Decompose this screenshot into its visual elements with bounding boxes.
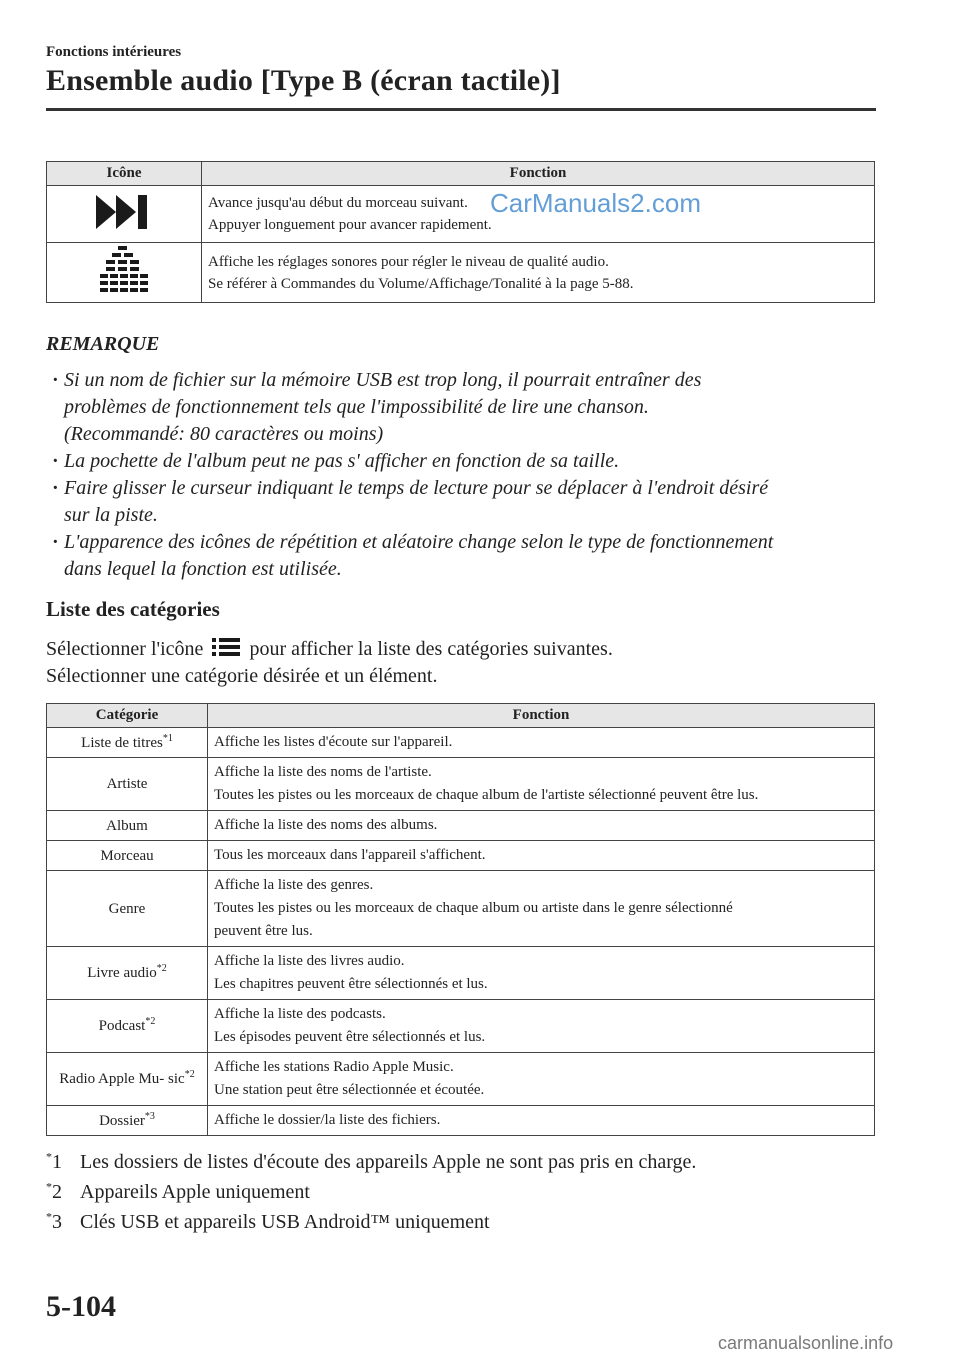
instruction-text: Sélectionner l'icône — [46, 638, 204, 660]
table-row — [47, 758, 875, 811]
category-label: Genre — [108, 900, 146, 917]
description-line: Affiche les réglages sonores pour régler le niveau de qualité audio. — [208, 253, 609, 270]
footnote-number: 3 — [52, 1211, 62, 1233]
category-name — [47, 947, 208, 1000]
list-icon — [211, 637, 241, 663]
category-name — [47, 1106, 208, 1136]
footnote-ref: *2 — [156, 963, 167, 974]
instruction-text: pour afficher la liste des catégories suivantes. — [249, 638, 613, 660]
category-description — [208, 1000, 875, 1053]
title-divider — [46, 108, 876, 111]
footnote-ref: *2 — [184, 1069, 195, 1080]
footnote — [46, 1207, 696, 1237]
description-line: Affiche la liste des noms de l'artiste. — [214, 764, 432, 780]
footnote-mark — [46, 1207, 62, 1237]
description-line: Affiche la liste des podcasts. — [214, 1006, 386, 1022]
category-label: Morceau — [100, 847, 154, 864]
category-table — [46, 703, 875, 1136]
description-line: peuvent être lus. — [214, 923, 313, 939]
column-header-category: Catégorie — [47, 704, 208, 728]
description-line: Affiche la liste des livres audio. — [214, 953, 405, 969]
description-line: Affiche la liste des genres. — [214, 877, 374, 893]
category-name — [47, 1053, 208, 1106]
note-line: (Recommandé: 80 caractères ou moins) — [64, 423, 384, 445]
footnote-number: 1 — [52, 1151, 62, 1173]
category-label: Album — [106, 817, 148, 834]
note-list — [46, 367, 876, 583]
category-description — [208, 947, 875, 1000]
category-name — [47, 811, 208, 841]
footnote-ref: *3 — [144, 1110, 155, 1122]
category-description — [208, 728, 875, 758]
note-line: problèmes de fonctionnement tels que l'impossibilité de lire une chanson. — [64, 396, 649, 418]
footnote-text: Les dossiers de listes d'écoute des appareils Apple ne sont pas pris en charge. — [80, 1151, 697, 1173]
description-line: Les épisodes peuvent être sélectionnés et lus. — [214, 1029, 486, 1045]
table-row — [47, 1053, 875, 1106]
table-row — [47, 1106, 875, 1136]
category-description — [208, 811, 875, 841]
table-row — [47, 811, 875, 841]
category-label: Livre audio — [87, 965, 157, 981]
description-line: Se référer à Commandes du Volume/Affichage/Tonalité à la page 5-88. — [208, 275, 634, 292]
category-name — [47, 728, 208, 758]
description-line: Toutes les pistes ou les morceaux de chaque album de l'artiste sélectionné peuvent être lus. — [214, 787, 759, 803]
note-item — [46, 367, 876, 448]
description-line: Avance jusqu'au début du morceau suivant. — [208, 195, 468, 211]
category-name — [47, 1000, 208, 1053]
note-item — [46, 448, 876, 475]
category-label: Artiste — [106, 776, 148, 792]
description-line: Affiche la liste des noms des albums. — [214, 817, 438, 833]
footnote — [46, 1177, 696, 1207]
footnote-asterisk: * — [46, 1179, 52, 1194]
description-line: Une station peut être sélectionnée et écoutée. — [214, 1082, 485, 1098]
category-name — [47, 871, 208, 947]
table-row — [47, 841, 875, 871]
category-description — [208, 1106, 875, 1136]
note-heading: REMARQUE — [46, 333, 160, 355]
category-name — [47, 841, 208, 871]
footnotes — [46, 1147, 696, 1237]
category-name — [47, 758, 208, 811]
instruction-line — [46, 637, 613, 663]
column-header-icon: Icône — [47, 162, 202, 186]
footnote-mark — [46, 1177, 62, 1207]
description-line: Les chapitres peuvent être sélectionnés et lus. — [214, 976, 488, 992]
note-line: · Si un nom de fichier sur la mémoire USB est trop long, il pourrait entraîner des — [64, 369, 702, 391]
section-label: Fonctions intérieures — [46, 44, 182, 60]
description-line: Affiche les listes d'écoute sur l'appareil. — [214, 734, 453, 750]
footnote — [46, 1147, 696, 1177]
description-line: Affiche le dossier/la liste des fichiers. — [214, 1112, 441, 1128]
footnote-asterisk: * — [46, 1149, 52, 1164]
description-line: Toutes les pistes ou les morceaux de chaque album ou artiste dans le genre sélectionné — [214, 900, 733, 916]
note-line: dans lequel la fonction est utilisée. — [64, 558, 342, 580]
footnote-number: 2 — [52, 1181, 62, 1203]
table-row — [47, 871, 875, 947]
table-row — [47, 728, 875, 758]
note-line: sur la piste. — [64, 504, 158, 526]
footnote-ref: *2 — [145, 1016, 156, 1027]
skip-forward-icon — [94, 219, 154, 235]
instruction-line: Sélectionner une catégorie désirée et un élément. — [46, 665, 438, 687]
description-line: Affiche les stations Radio Apple Music. — [214, 1059, 454, 1075]
icon-cell — [47, 243, 202, 303]
category-label: Liste de titres — [81, 734, 163, 751]
watermark-logo: CarManuals2.com — [490, 188, 701, 218]
category-label: Dossier — [99, 1112, 145, 1129]
note-item — [46, 529, 876, 583]
note-item — [46, 475, 876, 529]
footnote-ref: *1 — [162, 732, 173, 744]
description-line: Tous les morceaux dans l'appareil s'affichent. — [214, 847, 486, 863]
category-description — [208, 871, 875, 947]
note-line: · La pochette de l'album peut ne pas s' afficher en fonction de sa taille. — [64, 450, 620, 472]
description-line: Appuyer longuement pour avancer rapidement. — [208, 217, 492, 233]
note-line: · Faire glisser le curseur indiquant le temps de lecture pour se déplacer à l'endroit désiré — [64, 477, 769, 499]
table-row — [47, 1000, 875, 1053]
table-row — [47, 243, 875, 303]
footnote-text: Appareils Apple uniquement — [80, 1181, 310, 1203]
category-description — [208, 1053, 875, 1106]
icon-function-table — [46, 161, 875, 303]
category-list-heading: Liste des catégories — [46, 597, 220, 621]
table-row — [47, 947, 875, 1000]
column-header-function: Fonction — [202, 162, 875, 186]
note-line: · L'apparence des icônes de répétition et aléatoire change selon le type de fonctionnement — [64, 531, 774, 553]
table-header-row — [47, 704, 875, 728]
page-number: 5-104 — [46, 1290, 116, 1323]
category-description — [208, 758, 875, 811]
function-description — [202, 243, 875, 303]
category-label: Radio Apple Mu- sic — [59, 1071, 185, 1087]
page-title: Ensemble audio [Type B (écran tactile)] — [46, 64, 561, 97]
category-label: Podcast — [98, 1018, 146, 1034]
footnote-asterisk: * — [46, 1209, 52, 1224]
table-row — [47, 186, 875, 243]
icon-cell — [47, 186, 202, 243]
column-header-function: Fonction — [208, 704, 875, 728]
footnote-mark — [46, 1147, 62, 1177]
footer-watermark: carmanualsonline.info — [718, 1333, 894, 1353]
equalizer-icon — [96, 284, 152, 300]
footnote-text: Clés USB et appareils USB Android™ uniquement — [80, 1211, 490, 1233]
table-header-row — [47, 162, 875, 186]
category-description — [208, 841, 875, 871]
